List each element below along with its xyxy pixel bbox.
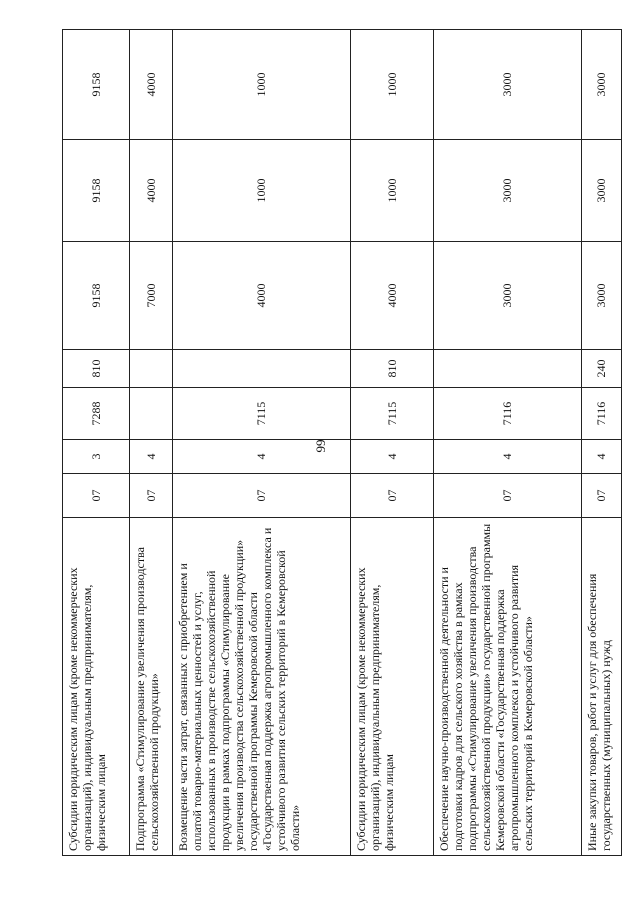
table-row	[63, 30, 130, 856]
expense-type-code	[130, 350, 172, 388]
row-description: Субсидии юридическим лицам (кроме некоммерческих организаций), индивидуальным предпринимателям, физическим лицам	[351, 518, 434, 856]
subsection-code: 4	[434, 440, 582, 474]
expense-type-code	[172, 350, 351, 388]
amount-year-2: 1000	[172, 140, 351, 242]
expense-type-code: 810	[63, 350, 130, 388]
amount-year-2: 9158	[63, 140, 130, 242]
row-description: Возмещение части затрат, связанных с приобретением и оплатой товарно-материальных ценностей и услуг, использованных в производстве сельскохозяйственной продукции в рамках подпрограммы «Стимулирование увеличения производства сельскохозяйственной продукции» государственной программы Кемеровской области «Государственная поддержка агропромышленного комплекса и устойчивого развития сельских территорий в Кемеровской области»	[172, 518, 351, 856]
target-article-code: 7115	[172, 388, 351, 440]
section-code: 07	[581, 474, 621, 518]
amount-year-3: 3000	[581, 30, 621, 140]
budget-table-container	[62, 30, 622, 856]
target-article-code: 7116	[434, 388, 582, 440]
table-body	[63, 30, 622, 856]
amount-year-3: 9158	[63, 30, 130, 140]
table-row	[581, 30, 621, 856]
subsection-code: 4	[172, 440, 351, 474]
target-article-code: 7288	[63, 388, 130, 440]
target-article-code: 7116	[581, 388, 621, 440]
amount-year-2: 3000	[434, 140, 582, 242]
amount-year-1: 4000	[351, 242, 434, 350]
section-code: 07	[351, 474, 434, 518]
amount-year-2: 4000	[130, 140, 172, 242]
table-row	[130, 30, 172, 856]
subsection-code: 4	[351, 440, 434, 474]
section-code: 07	[63, 474, 130, 518]
subsection-code: 4	[581, 440, 621, 474]
page-number: 99	[313, 439, 328, 453]
amount-year-2: 1000	[351, 140, 434, 242]
table-row	[434, 30, 582, 856]
expense-type-code	[434, 350, 582, 388]
rotated-page-content	[62, 30, 622, 856]
amount-year-1: 7000	[130, 242, 172, 350]
target-article-code	[130, 388, 172, 440]
table-row	[172, 30, 351, 856]
expense-type-code: 810	[351, 350, 434, 388]
amount-year-3: 1000	[351, 30, 434, 140]
target-article-code: 7115	[351, 388, 434, 440]
section-code: 07	[434, 474, 582, 518]
amount-year-2: 3000	[581, 140, 621, 242]
row-description: Обеспечение научно-производственной деятельности и подготовки кадров для сельского хозяйства в рамках подпрограммы «Стимулирование увеличения производства сельскохозяйственной продукции» государственной программы Кемеровской области «Государственная поддержка агропромышленного комплекса и устойчивого развития сельских территорий в Кемеровской области»	[434, 518, 582, 856]
section-code: 07	[172, 474, 351, 518]
row-description: Подпрограмма «Стимулирование увеличения производства сельскохозяйственной продукции»	[130, 518, 172, 856]
amount-year-3: 1000	[172, 30, 351, 140]
budget-table	[62, 29, 622, 856]
amount-year-1: 9158	[63, 242, 130, 350]
amount-year-1: 3000	[434, 242, 582, 350]
amount-year-1: 4000	[172, 242, 351, 350]
subsection-code: 4	[130, 440, 172, 474]
expense-type-code: 240	[581, 350, 621, 388]
amount-year-3: 3000	[434, 30, 582, 140]
subsection-code: 3	[63, 440, 130, 474]
table-row	[351, 30, 434, 856]
amount-year-1: 3000	[581, 242, 621, 350]
row-description: Субсидии юридическим лицам (кроме некоммерческих организаций), индивидуальным предпринимателям, физическим лицам	[63, 518, 130, 856]
amount-year-3: 4000	[130, 30, 172, 140]
row-description: Иные закупки товаров, работ и услуг для обеспечения государственных (муниципальных) нужд	[581, 518, 621, 856]
section-code: 07	[130, 474, 172, 518]
